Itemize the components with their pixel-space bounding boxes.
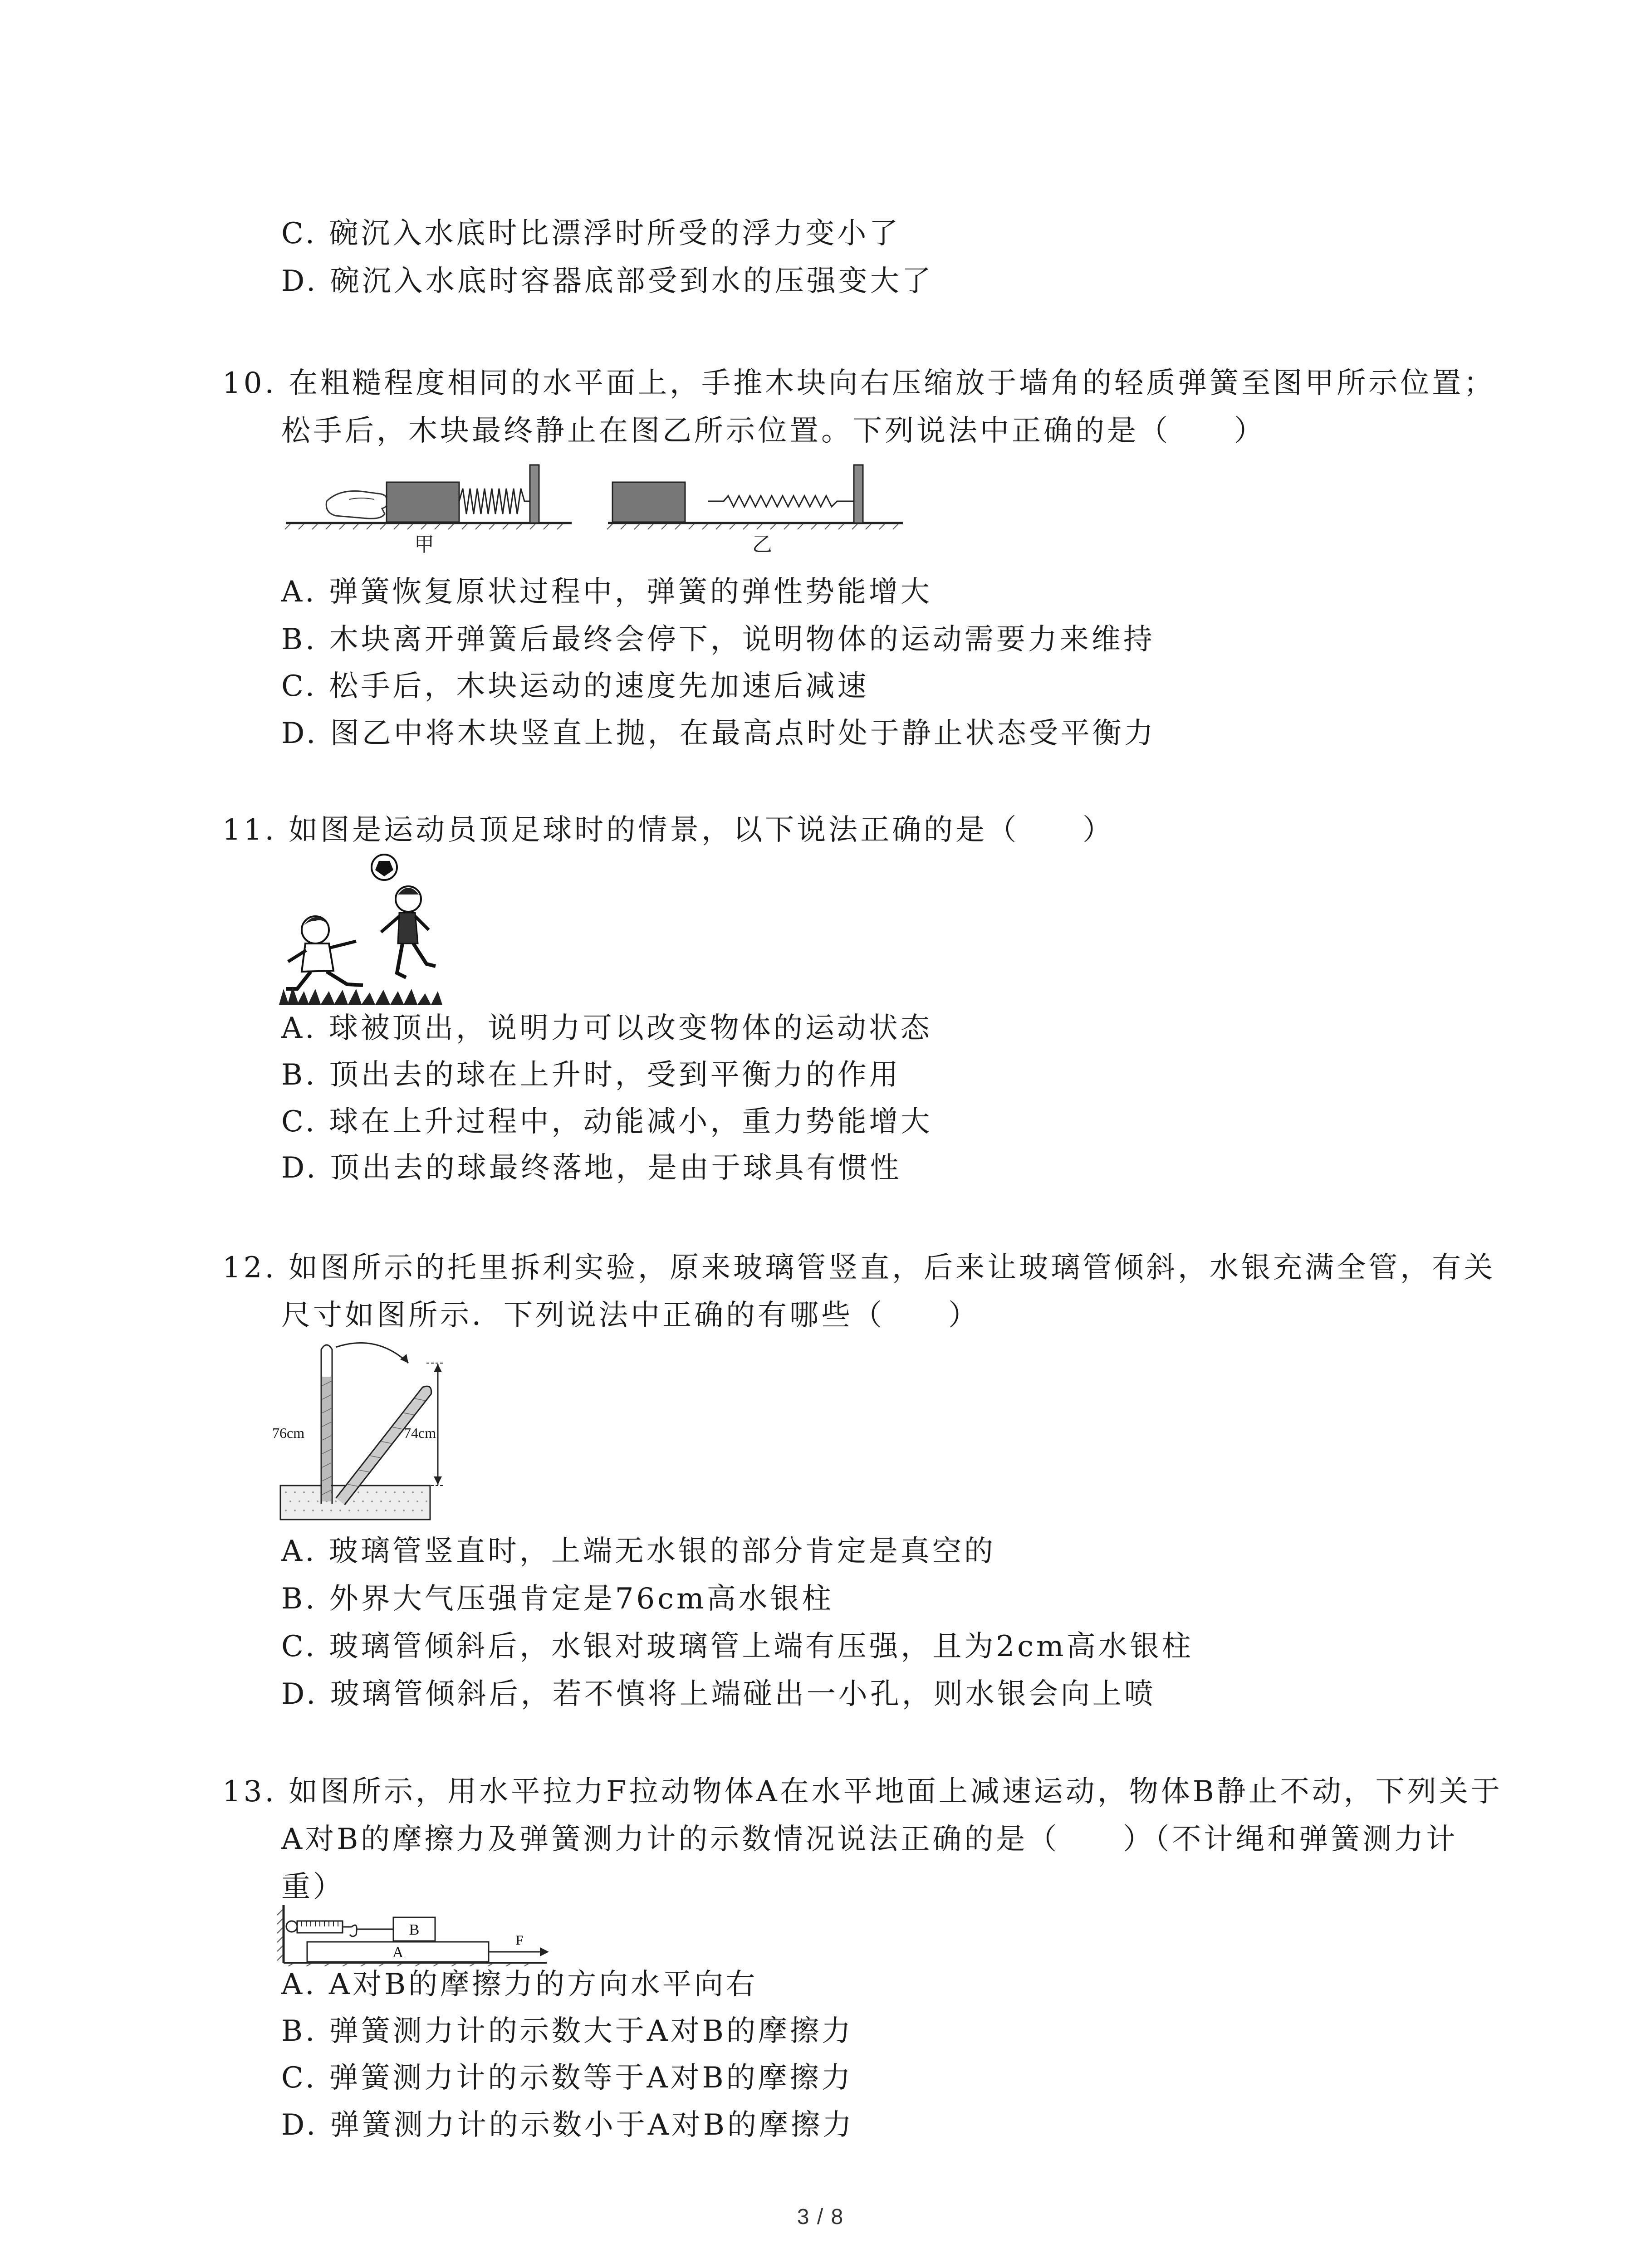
q13-label-a: A xyxy=(392,1944,404,1961)
q10-label-yi: 乙 xyxy=(752,533,772,556)
q12-option-b: B. 外界大气压强肯定是76cm高水银柱 xyxy=(281,1582,834,1616)
q11-option-d: D. 顶出去的球最终落地，是由于球具有惯性 xyxy=(281,1151,902,1185)
q13-option-b: B. 弹簧测力计的示数大于A对B的摩擦力 xyxy=(281,2014,853,2048)
q12-option-d: D. 玻璃管倾斜后，若不慎将上端碰出一小孔，则水银会向上喷 xyxy=(281,1677,1156,1711)
q12-torricelli-figure xyxy=(272,1336,490,1526)
q13-option-c: C. 弹簧测力计的示数等于A对B的摩擦力 xyxy=(281,2061,853,2095)
q9-option-c: C. 碗沉入水底时比漂浮时所受的浮力变小了 xyxy=(281,217,901,250)
q10-option-c: C. 松手后，木块运动的速度先加速后减速 xyxy=(281,670,869,703)
q12-option-a: A. 玻璃管竖直时，上端无水银的部分肯定是真空的 xyxy=(281,1535,996,1568)
q12-stem-line2: 尺寸如图所示．下列说法中正确的有哪些（ ） xyxy=(281,1299,980,1332)
q11-option-a: A. 球被顶出，说明力可以改变物体的运动状态 xyxy=(281,1012,932,1045)
q12-label-74cm: 74cm xyxy=(404,1425,436,1441)
q10-spring-figure xyxy=(281,456,907,556)
q10-option-b: B. 木块离开弹簧后最终会停下，说明物体的运动需要力来维持 xyxy=(281,623,1155,656)
q10-stem-line2: 松手后，木块最终静止在图乙所示位置。下列说法中正确的是（ ） xyxy=(281,414,1266,448)
q13-friction-figure xyxy=(274,1903,556,1966)
q10-option-a: A. 弹簧恢复原状过程中，弹簧的弹性势能增大 xyxy=(281,575,932,609)
q13-stem-line3: 重） xyxy=(281,1870,345,1904)
q12-label-76cm: 76cm xyxy=(272,1425,305,1441)
q11-option-b: B. 顶出去的球在上升时，受到平衡力的作用 xyxy=(281,1058,901,1092)
q13-stem-line1: 13. 如图所示，用水平拉力F拉动物体A在水平地面上减速运动，物体B静止不动，下列关于 xyxy=(222,1775,1503,1809)
q11-soccer-figure xyxy=(279,853,442,1007)
q12-stem-line1: 12. 如图所示的托里拆利实验，原来玻璃管竖直，后来让玻璃管倾斜，水银充满全管，有关 xyxy=(222,1251,1496,1285)
q9-option-d: D. 碗沉入水底时容器底部受到水的压强变大了 xyxy=(281,264,934,298)
q13-stem-line2: A对B的摩擦力及弹簧测力计的示数情况说法正确的是（ ）（不计绳和弹簧测力计 xyxy=(281,1823,1458,1856)
q13-option-d: D. 弹簧测力计的示数小于A对B的摩擦力 xyxy=(281,2108,854,2142)
q13-option-a: A. A对B的摩擦力的方向水平向右 xyxy=(281,1968,758,2001)
q10-option-d: D. 图乙中将木块竖直上抛，在最高点时处于静止状态受平衡力 xyxy=(281,717,1156,750)
q11-option-c: C. 球在上升过程中，动能减小，重力势能增大 xyxy=(281,1105,933,1139)
q10-label-jia: 甲 xyxy=(414,533,434,556)
page-number: 3 / 8 xyxy=(797,2205,844,2229)
q13-label-f: F xyxy=(515,1933,524,1948)
q10-stem-line1: 10. 在粗糙程度相同的水平面上，手推木块向右压缩放于墙角的轻质弹簧至图甲所示位置； xyxy=(222,367,1496,400)
q12-option-c: C. 玻璃管倾斜后，水银对玻璃管上端有压强，且为2cm高水银柱 xyxy=(281,1630,1194,1663)
q11-stem-line1: 11. 如图是运动员顶足球时的情景，以下说法正确的是（ ） xyxy=(222,813,1115,847)
q13-label-b: B xyxy=(409,1921,420,1938)
